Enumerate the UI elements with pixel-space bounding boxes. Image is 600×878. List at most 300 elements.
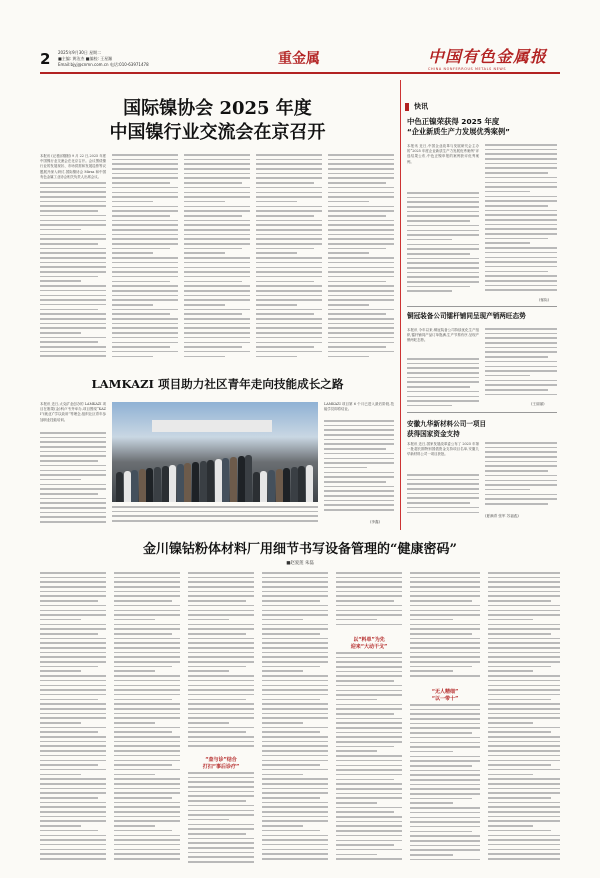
text-line [262, 656, 328, 658]
text-line [410, 859, 480, 861]
text-line [488, 764, 551, 766]
text-line [40, 811, 106, 813]
text-line [324, 490, 394, 492]
text-line [40, 694, 106, 696]
text-line [407, 512, 479, 514]
text-line [407, 230, 479, 232]
text-line [336, 591, 402, 593]
text-line [188, 828, 254, 830]
flash-2-headline: 铜冠装备公司镭杆铺同呈现产销两旺态势 [407, 312, 526, 320]
text-line [188, 745, 254, 747]
text-line [488, 642, 560, 644]
text-line [40, 741, 106, 743]
logo-text: 中国有色金属报 [428, 47, 548, 66]
text-line [488, 731, 551, 733]
text-line [485, 158, 557, 160]
text-line [328, 323, 394, 325]
text-line [328, 252, 369, 254]
text-line [336, 769, 402, 771]
text-line [188, 856, 254, 858]
text-line [256, 299, 322, 301]
masthead-rule [40, 72, 560, 74]
text-line [188, 610, 254, 612]
text-line [184, 318, 250, 320]
text-line [485, 328, 557, 330]
text-line [485, 289, 557, 291]
text-line [188, 647, 254, 649]
lamkazi-column-1 [40, 432, 106, 528]
text-line [40, 271, 106, 273]
text-line [40, 624, 106, 626]
news-flash-column [400, 80, 561, 530]
text-line [485, 219, 557, 221]
photo-person [283, 468, 290, 502]
text-line [112, 276, 178, 278]
lamkazi-photo-caption [112, 506, 318, 528]
text-line [184, 177, 250, 179]
text-line [407, 507, 479, 509]
text-line [485, 149, 557, 151]
text-line [410, 845, 480, 847]
text-line [262, 806, 328, 808]
text-line [336, 722, 402, 724]
text-line [188, 624, 254, 626]
text-line [328, 332, 394, 334]
text-line [262, 722, 303, 724]
lamkazi-byline: 本报讯 近日,太克矿业创办的 LAMKAZI 项目在刚果(金)科卢韦齐举办,项目围绕“KAZI”(就业)“学以致用”等理念,组织社区青年参加职业技能培训。 [40, 402, 106, 422]
text-line [184, 332, 250, 334]
text-line [488, 713, 560, 715]
text-line [112, 346, 170, 348]
text-line [184, 304, 225, 306]
text-line [40, 318, 106, 320]
text-line [188, 703, 254, 705]
text-line [410, 675, 480, 677]
text-line [488, 600, 551, 602]
lamkazi-column-3 [324, 420, 394, 518]
text-line [40, 731, 98, 733]
subheading-3-line-1: “无人精细” [431, 689, 459, 695]
text-line [407, 367, 479, 369]
text-line [112, 267, 178, 269]
text-line [485, 337, 557, 339]
text-line [256, 271, 322, 273]
text-line [407, 253, 470, 255]
text-line [114, 619, 155, 621]
text-line [112, 257, 178, 259]
text-line [114, 774, 155, 776]
text-line [188, 638, 254, 640]
jinchuan-col5-text-top [336, 572, 402, 632]
text-line [328, 318, 394, 320]
text-line [262, 652, 328, 654]
text-line [40, 351, 106, 353]
text-line [256, 177, 322, 179]
text-line [262, 797, 320, 799]
text-line [112, 351, 178, 353]
text-line [407, 483, 479, 485]
photo-banner [152, 420, 272, 432]
text-line [336, 755, 402, 757]
photo-person [154, 467, 161, 502]
lead-column-4 [256, 154, 322, 362]
text-line [256, 313, 314, 315]
text-line [188, 708, 254, 710]
text-line [488, 825, 533, 827]
text-line [114, 586, 180, 588]
text-line [40, 516, 106, 518]
text-line [184, 285, 250, 287]
text-line [188, 619, 229, 621]
text-line [485, 196, 557, 198]
text-line [324, 458, 394, 460]
text-line [188, 605, 254, 607]
text-line [256, 327, 322, 329]
lead-headline-line-1: 国际镍协会 2025 年度 [123, 98, 312, 119]
text-line [40, 266, 106, 268]
text-line [256, 220, 322, 222]
text-line [40, 238, 106, 240]
text-line [112, 337, 178, 339]
text-line [114, 853, 180, 855]
text-line [188, 795, 254, 797]
text-line [114, 689, 180, 691]
text-line [410, 802, 453, 804]
text-line [184, 323, 250, 325]
text-line [336, 605, 402, 607]
text-line [184, 276, 250, 278]
photo-person [291, 467, 298, 502]
text-line [112, 234, 178, 236]
text-line [488, 849, 560, 851]
text-line [40, 844, 106, 846]
text-line [112, 318, 178, 320]
text-line [407, 502, 470, 504]
text-line [188, 833, 246, 835]
text-line [328, 299, 394, 301]
text-line [40, 727, 106, 729]
text-line [40, 647, 106, 649]
text-line [410, 854, 453, 856]
text-line [40, 572, 106, 574]
text-line [336, 732, 402, 734]
text-line [262, 619, 303, 621]
text-line [485, 470, 548, 472]
text-line [324, 472, 394, 474]
text-line [184, 309, 250, 311]
text-line [407, 396, 479, 398]
text-line [256, 243, 322, 245]
text-line [114, 811, 180, 813]
text-line [40, 248, 106, 250]
text-line [114, 858, 180, 860]
text-line [40, 229, 81, 231]
text-line [40, 479, 81, 481]
text-line [336, 666, 402, 668]
text-line [485, 465, 557, 467]
text-line [256, 154, 322, 156]
text-line [262, 638, 328, 640]
text-line [488, 835, 560, 837]
text-line [262, 670, 303, 672]
text-line [485, 247, 557, 249]
text-line [40, 783, 106, 785]
text-line [328, 196, 394, 198]
text-line [485, 380, 557, 382]
text-line [328, 206, 394, 208]
flash-1-byline: 本报讯 近日,中国企业改革与发展研究会主办的“2025 年度企业新质生产力发展优秀案例”评选结果公布,中色正镍申报的案例获评优秀案例。 [407, 144, 479, 164]
text-line [188, 838, 254, 840]
text-line [262, 760, 328, 762]
text-line [410, 770, 480, 772]
text-line [114, 633, 172, 635]
text-line [188, 581, 254, 583]
text-line [262, 741, 328, 743]
photo-person [276, 469, 283, 502]
text-line [256, 168, 322, 170]
text-line [114, 666, 172, 668]
text-line [262, 736, 328, 738]
text-line [488, 675, 560, 677]
flash-2-column-2 [485, 328, 557, 402]
text-line [40, 755, 106, 757]
text-line [407, 197, 479, 199]
subheading-3 [410, 688, 480, 702]
text-line [188, 819, 229, 821]
text-line [488, 581, 560, 583]
text-line [184, 290, 250, 292]
text-line [485, 144, 557, 146]
text-line [488, 577, 560, 579]
text-line [324, 500, 394, 502]
text-line [328, 356, 369, 358]
text-line [184, 267, 250, 269]
text-line [488, 572, 560, 574]
text-line [112, 271, 178, 273]
text-line [407, 493, 479, 495]
text-line [184, 238, 250, 240]
text-line [407, 290, 452, 292]
text-line [40, 708, 106, 710]
lamkazi-byline-right: LAMKAZI 项目第 6 个月已进入最后阶段,技能学员即将结业。 [324, 402, 394, 412]
text-line [336, 708, 402, 710]
text-line [336, 783, 402, 785]
text-line [188, 600, 246, 602]
text-line [328, 229, 394, 231]
text-line [410, 614, 480, 616]
text-line [40, 470, 106, 472]
flash-3-headline-line-2: 获得国家资金支持 [407, 430, 460, 438]
text-line [407, 281, 479, 283]
lead-headline-line-2: 中国镍行业交流会在京召开 [109, 122, 326, 143]
text-line [114, 610, 180, 612]
photo-person [245, 455, 252, 502]
text-line [410, 633, 472, 635]
text-line [40, 769, 106, 771]
text-line [40, 633, 98, 635]
text-line [328, 346, 386, 348]
text-line [485, 275, 557, 277]
text-line [324, 481, 386, 483]
text-line [336, 713, 394, 715]
text-line [485, 214, 557, 216]
text-line [262, 595, 328, 597]
text-line [40, 498, 106, 500]
text-line [40, 304, 106, 306]
flash-1-headline-line-2: “企业新质生产力发展优秀案例” [407, 127, 510, 136]
photo-person [238, 456, 245, 502]
photo-person [131, 470, 138, 502]
text-line [184, 187, 250, 189]
text-line [40, 327, 106, 329]
text-line [184, 159, 250, 161]
text-line [256, 337, 322, 339]
flash-2-source: (王丽丽) [531, 402, 545, 406]
text-line [112, 220, 178, 222]
text-line [40, 591, 106, 593]
text-line [114, 642, 180, 644]
text-line [40, 234, 106, 236]
text-line [40, 661, 106, 663]
photo-person [260, 471, 267, 502]
text-line [114, 614, 180, 616]
text-line [336, 793, 402, 795]
text-line [188, 777, 254, 779]
text-line [485, 342, 557, 344]
text-line [328, 154, 394, 156]
text-line [114, 769, 180, 771]
text-line [40, 465, 106, 467]
text-line [488, 727, 560, 729]
text-line [256, 356, 297, 358]
text-line [407, 377, 479, 379]
text-line [485, 494, 557, 496]
text-line [188, 577, 254, 579]
text-line [485, 333, 557, 335]
text-line [336, 854, 377, 856]
text-line [256, 323, 322, 325]
text-line [262, 820, 328, 822]
text-line [40, 441, 106, 443]
text-line [184, 215, 242, 217]
text-line [328, 262, 394, 264]
text-line [112, 295, 178, 297]
text-line [485, 261, 557, 263]
text-line [407, 192, 479, 194]
text-line [485, 356, 548, 358]
text-line [40, 610, 106, 612]
news-flash-label-box [405, 96, 561, 111]
text-line [188, 772, 254, 774]
text-line [114, 778, 180, 780]
text-line [184, 168, 250, 170]
text-line [324, 448, 386, 450]
text-line [485, 394, 557, 396]
editor-line: ■主编: 黄洁杰 ■编校: 王星瀚 [58, 56, 113, 61]
text-line [410, 600, 472, 602]
text-line [407, 215, 479, 217]
text-line [488, 633, 551, 635]
text-line [488, 797, 551, 799]
text-line [488, 816, 560, 818]
text-line [40, 849, 106, 851]
text-line [328, 337, 394, 339]
text-line [407, 234, 479, 236]
text-line [407, 400, 479, 402]
text-line [114, 830, 172, 832]
text-line [188, 727, 254, 729]
text-line [40, 295, 106, 297]
text-line [112, 182, 170, 184]
text-line [262, 839, 328, 841]
text-line [40, 437, 106, 439]
text-line [40, 699, 98, 701]
text-line [485, 224, 557, 226]
text-line [324, 467, 367, 469]
text-line [336, 581, 402, 583]
text-line [485, 257, 557, 259]
text-line [112, 304, 153, 306]
text-line [488, 755, 560, 757]
text-line [184, 220, 250, 222]
text-line [407, 272, 479, 274]
text-line [256, 224, 322, 226]
text-line [114, 802, 180, 804]
text-line [112, 342, 178, 344]
text-line [488, 666, 551, 668]
text-line [112, 187, 178, 189]
text-line [262, 689, 328, 691]
text-line [262, 647, 328, 649]
flash-2-column-1 [407, 358, 479, 410]
text-line [114, 825, 155, 827]
text-line [112, 196, 178, 198]
text-line [112, 159, 178, 161]
text-line [336, 727, 402, 729]
text-line [256, 309, 322, 311]
text-line [112, 238, 178, 240]
lamkazi-source: (李鑫) [370, 520, 380, 524]
text-line [40, 257, 106, 259]
text-line [112, 201, 153, 203]
text-line [256, 295, 322, 297]
text-line [488, 694, 560, 696]
text-line [256, 215, 314, 217]
text-line [336, 779, 394, 781]
text-line [114, 656, 180, 658]
text-line [410, 807, 480, 809]
text-line [410, 821, 480, 823]
text-line [112, 281, 170, 283]
text-line [336, 595, 402, 597]
text-line [114, 680, 180, 682]
section-title: 重金属 [278, 51, 320, 67]
text-line [407, 363, 479, 365]
text-line [114, 577, 180, 579]
text-line [256, 173, 322, 175]
text-line [40, 309, 98, 311]
text-line [328, 201, 369, 203]
text-line [40, 346, 106, 348]
text-line [336, 746, 394, 748]
text-line [410, 812, 480, 814]
text-line [112, 177, 178, 179]
text-line [336, 624, 402, 626]
text-line [114, 755, 180, 757]
text-line [114, 797, 172, 799]
text-line [256, 229, 322, 231]
text-line [488, 699, 551, 701]
